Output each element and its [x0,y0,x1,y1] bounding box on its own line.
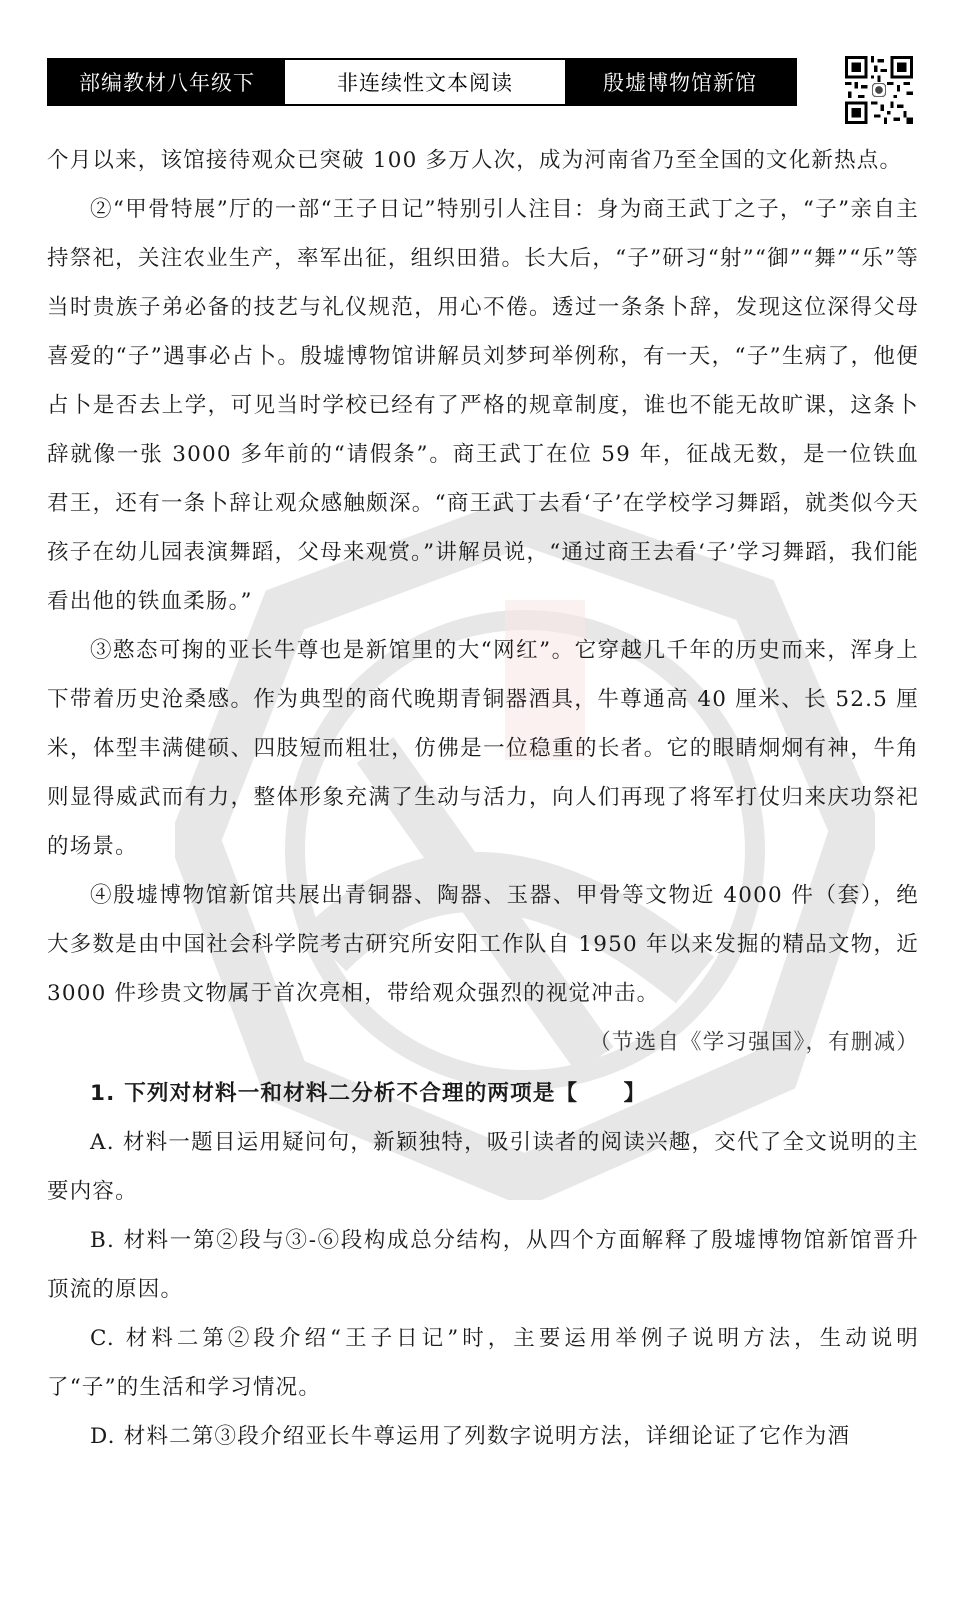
question-stem: 1. 下列对材料一和材料二分析不合理的两项是【 】 [90,1081,647,1106]
article-source: （节选自《学习强国》，有删减） [589,1030,919,1055]
header-topic-label: 非连续性文本阅读 [285,60,565,104]
qr-code-icon [845,56,913,124]
article-paragraph-1: 个月以来，该馆接待观众已突破 100 多万人次，成为河南省乃至全国的文化新热点。 [47,148,903,173]
option-b: B. 材料一第②段与③-⑥段构成总分结构，从四个方面解释了殷墟博物馆新馆晋升顶流的原因。 [47,1228,919,1302]
header-grade-label: 部编教材八年级下 [49,60,285,104]
option-a: A. 材料一题目运用疑问句，新颖独特，吸引读者的阅读兴趣，交代了全文说明的主要内容。 [47,1130,919,1204]
option-d: D. 材料二第③段介绍亚长牛尊运用了列数字说明方法，详细论证了它作为酒 [90,1424,851,1449]
article-paragraph-4: ④殷墟博物馆新馆共展出青铜器、陶器、玉器、甲骨等文物近 4000 件（套），绝大多数是由中国社会科学院考古研究所安阳工作队自 1950 年以来发掘的精品文物，近 3000 件珍贵文物属于首次亮相，带给观众强烈的视觉冲击。 [47,883,919,1006]
article-body [47,136,919,1461]
header-title-label: 殷墟博物馆新馆 [565,60,795,104]
header-bar [47,58,797,106]
option-c: C. 材料二第②段介绍“王子日记”时，主要运用举例子说明方法，生动说明了“子”的生活和学习情况。 [47,1326,919,1400]
article-paragraph-2: ②“甲骨特展”厅的一部“王子日记”特别引人注目：身为商王武丁之子，“子”亲自主持祭祀，关注农业生产，率军出征，组织田猎。长大后，“子”研习“射”“御”“舞”“乐”等当时贵族子弟必备的技艺与礼仪规范，用心不倦。透过一条条卜辞，发现这位深得父母喜爱的“子”遇事必占卜。殷墟博物馆讲解员刘梦珂举例称，有一天，“子”生病了，他便占卜是否去上学，可见当时学校已经有了严格的规章制度，谁也不能无故旷课，这条卜辞就像一张 3000 多年前的“请假条”。商王武丁在位 59 年，征战无数，是一位铁血君王，还有一条卜辞让观众感触颇深。“商王武丁去看‘子’在学校学习舞蹈，就类似今天孩子在幼儿园表演舞蹈，父母来观赏。”讲解员说，“通过商王去看‘子’学习舞蹈，我们能看出他的铁血柔肠。” [47,197,919,614]
article-paragraph-3: ③憨态可掬的亚长牛尊也是新馆里的大“网红”。它穿越几千年的历史而来，浑身上下带着历史沧桑感。作为典型的商代晚期青铜器酒具，牛尊通高 40 厘米、长 52.5 厘米，体型丰满健硕、四肢短而粗壮，仿佛是一位稳重的长者。它的眼睛炯炯有神，牛角则显得威武而有力，整体形象充满了生动与活力，向人们再现了将军打仗归来庆功祭祀的场景。 [47,638,919,859]
